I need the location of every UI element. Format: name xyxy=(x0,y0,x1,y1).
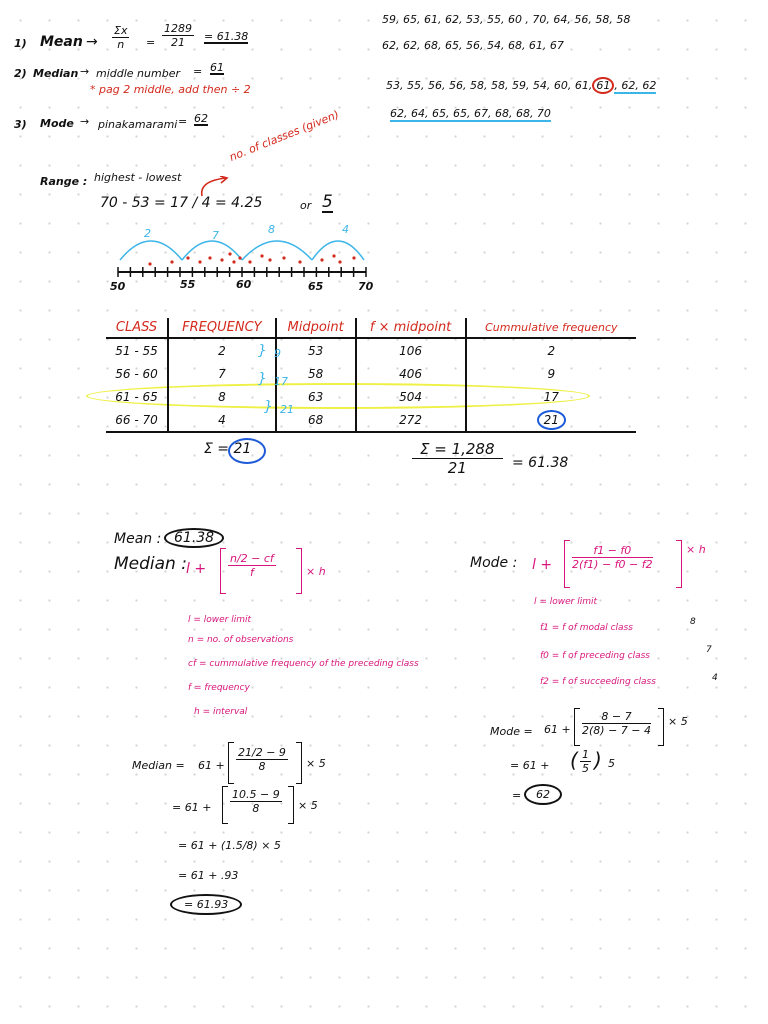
legend-item: h = interval xyxy=(194,707,248,717)
data-dot xyxy=(208,256,211,259)
midpoint-cell: 63 xyxy=(276,385,356,408)
data-dot xyxy=(320,258,323,261)
brace-icon: } xyxy=(264,399,273,415)
brace-icon: } xyxy=(258,343,267,359)
arc-label: 2 xyxy=(144,227,151,240)
brace-label: 21 xyxy=(280,403,294,416)
cumulative-cell: 17 xyxy=(466,385,636,408)
brace-label: 17 xyxy=(274,375,288,388)
bracket-left xyxy=(574,708,580,746)
mode-value: 62 xyxy=(194,112,208,125)
fx-cell: 406 xyxy=(356,362,466,385)
median-label: Median xyxy=(33,67,79,80)
legend-value: 7 xyxy=(706,645,712,655)
mean-fraction-values: $\frac{1289}{21}$ xyxy=(164,22,192,50)
mode-calc-label: Mode = xyxy=(490,725,533,738)
tick-label: 55 xyxy=(180,278,196,291)
sorted-data-line: 53, 55, 56, 56, 58, 58, 59, 54, 60, 61, 61 , 62, 62 xyxy=(386,79,657,92)
median-answer: = 61.93 xyxy=(170,894,242,915)
data-dot xyxy=(170,260,173,263)
class-cell: 61 - 65 xyxy=(115,389,158,404)
mean-result: = 61.38 xyxy=(204,30,249,43)
data-dot xyxy=(220,258,223,261)
data-dot xyxy=(148,262,151,265)
table-row xyxy=(106,338,636,362)
paren-icon: ( xyxy=(570,748,578,772)
column-header: f × midpoint xyxy=(356,318,466,338)
column-header: Midpoint xyxy=(276,318,356,338)
legend-item: l = lower limit xyxy=(188,615,252,625)
table-header-row xyxy=(106,318,636,338)
equals-sign: = xyxy=(193,65,203,78)
tick-label: 65 xyxy=(308,280,324,293)
data-dot xyxy=(228,252,231,255)
sum-circle xyxy=(228,438,266,464)
mode-step1-fraction: $\frac{8 - 7}{2(8) - 7 - 4}$ xyxy=(582,710,651,738)
mode-label: Mode xyxy=(40,117,74,130)
class-cell: 66 - 70 xyxy=(106,408,168,432)
table-row xyxy=(106,362,636,385)
sum-fx-result: = 61.38 xyxy=(512,455,569,471)
column-header: CLASS xyxy=(106,318,168,338)
fx-cell: 106 xyxy=(356,338,466,362)
midpoint-cell: 58 xyxy=(276,362,356,385)
cumulative-cell xyxy=(466,408,636,432)
total-circle: 21 xyxy=(537,410,566,430)
arrow-icon: → xyxy=(80,65,90,78)
data-dot xyxy=(282,256,285,259)
data-dot xyxy=(198,260,201,263)
sorted-data-line: 62, 64, 65, 65, 67, 68, 68, 70 xyxy=(390,107,551,120)
paren-icon: ) xyxy=(594,748,602,772)
data-dot xyxy=(238,256,241,259)
legend-item: cf = cummulative frequency of the preceding class xyxy=(188,659,419,669)
class-arc xyxy=(182,241,242,260)
data-dot xyxy=(232,260,235,263)
column-header: FREQUENCY xyxy=(168,318,276,338)
cumulative-cell: 9 xyxy=(466,362,636,385)
equals-sign: = xyxy=(512,789,522,802)
sum-frequency: Σ = 21 xyxy=(204,441,252,457)
median-note: * pag 2 middle, add then ÷ 2 xyxy=(90,83,251,96)
legend-item: f = frequency xyxy=(188,683,250,693)
sum-fx-fraction: $\frac{\Sigma = 1,288}{21}$ xyxy=(412,440,503,477)
frequency-table xyxy=(106,318,636,433)
legend-value: 8 xyxy=(690,617,696,627)
tick-label: 70 xyxy=(358,280,374,293)
arc-label: 7 xyxy=(212,229,219,242)
mode-step2-fraction: $\frac{1}{5}$ xyxy=(582,748,589,776)
fx-cell: 504 xyxy=(356,385,466,408)
mode-formula-fraction: $\frac{f1 - f0}{2(f1) - f0 - f2}$ xyxy=(572,544,653,572)
midpoint-cell: 68 xyxy=(276,408,356,432)
data-dot xyxy=(352,256,355,259)
range-label: Range : xyxy=(40,175,88,188)
median-description: middle number xyxy=(96,67,180,80)
frequency-cell: 4 xyxy=(168,408,276,432)
median-label: Median : xyxy=(114,554,187,574)
mean-fraction: $\frac{\Sigma x}{n}$ xyxy=(114,24,128,52)
table-row xyxy=(106,385,636,408)
data-dot xyxy=(248,260,251,263)
bracket-right xyxy=(296,548,302,594)
fx-cell: 272 xyxy=(356,408,466,432)
column-header: Cummulative frequency xyxy=(466,318,636,338)
median-circle: 61 xyxy=(592,77,614,94)
mean-label: Mean xyxy=(40,34,83,50)
cumulative-cell: 2 xyxy=(466,338,636,362)
bracket-left xyxy=(564,540,570,588)
bracket-left xyxy=(220,548,226,594)
mean-label: Mean : xyxy=(114,531,162,547)
legend-value: 4 xyxy=(712,673,718,683)
interval-answer: 5 xyxy=(322,192,333,212)
median-step4: = 61 + .93 xyxy=(178,869,239,882)
data-dot xyxy=(268,258,271,261)
mode-answer: 62 xyxy=(524,784,562,805)
data-dot xyxy=(338,260,341,263)
class-cell: 51 - 55 xyxy=(115,343,158,358)
mode-label: Mode : xyxy=(470,555,518,571)
legend-item: l = lower limit xyxy=(534,597,598,607)
mode-description: pinakamarami xyxy=(98,118,178,131)
brace-icon: } xyxy=(258,371,267,387)
equals-sign: = xyxy=(146,36,156,49)
data-dot xyxy=(186,256,189,259)
arrow-icon: → xyxy=(86,34,98,50)
equals-sign: = xyxy=(178,115,188,128)
legend-item: f0 = f of preceding class xyxy=(540,651,650,661)
median-calc-label: Median = xyxy=(132,759,185,772)
brace-label: 9 xyxy=(274,347,281,360)
class-arc xyxy=(120,241,182,260)
legend-item: f2 = f of succeeding class xyxy=(540,677,656,687)
classes-note: no. of classes (given) xyxy=(227,108,341,164)
raw-data-line: 59, 65, 61, 62, 53, 55, 60 , 70, 64, 56, 58, 58 xyxy=(382,13,631,26)
bracket-right xyxy=(288,786,294,824)
table-row xyxy=(106,408,636,432)
class-cell: 56 - 60 xyxy=(115,366,158,381)
data-dot xyxy=(298,260,301,263)
tick-label: 50 xyxy=(110,280,126,293)
median-step3: = 61 + (1.5/8) × 5 xyxy=(178,839,281,852)
data-dot xyxy=(332,254,335,257)
arrow-icon: → xyxy=(80,115,90,128)
frequency-cell: 7 xyxy=(168,362,276,385)
or-text: or xyxy=(300,199,312,212)
item-number: 3) xyxy=(14,118,27,131)
frequency-cell: 2 xyxy=(168,338,276,362)
bracket-right xyxy=(296,742,302,784)
mean-answer: 61.38 xyxy=(164,528,224,548)
range-formula: highest - lowest xyxy=(94,171,182,184)
item-number: 2) xyxy=(14,67,27,80)
data-dot xyxy=(260,254,263,257)
arc-label: 8 xyxy=(268,223,275,236)
arc-label: 4 xyxy=(342,223,349,236)
raw-data-line: 62, 62, 68, 65, 56, 54, 68, 61, 67 xyxy=(382,39,564,52)
median-value: 61 xyxy=(210,61,224,74)
median-step2-fraction: $\frac{10.5 - 9}{8}$ xyxy=(232,788,280,816)
bracket-right xyxy=(658,708,664,746)
bracket-right xyxy=(676,540,682,588)
class-arc xyxy=(242,241,312,260)
tick-label: 60 xyxy=(236,278,252,291)
legend-item: f1 = f of modal class xyxy=(540,623,633,633)
bracket-left xyxy=(222,786,228,824)
item-number: 1) xyxy=(14,37,27,50)
bracket-left xyxy=(228,742,234,784)
frequency-cell: 8 xyxy=(168,385,276,408)
legend-item: n = no. of observations xyxy=(188,635,294,645)
median-step1-fraction: $\frac{21/2 - 9}{8}$ xyxy=(238,746,286,774)
class-arc xyxy=(312,241,364,260)
median-formula-fraction: $\frac{n/2 - cf}{f}$ xyxy=(230,552,274,580)
range-calculation: 70 - 53 = 17 / 4 = 4.25 xyxy=(100,195,263,211)
midpoint-cell: 53 xyxy=(276,338,356,362)
